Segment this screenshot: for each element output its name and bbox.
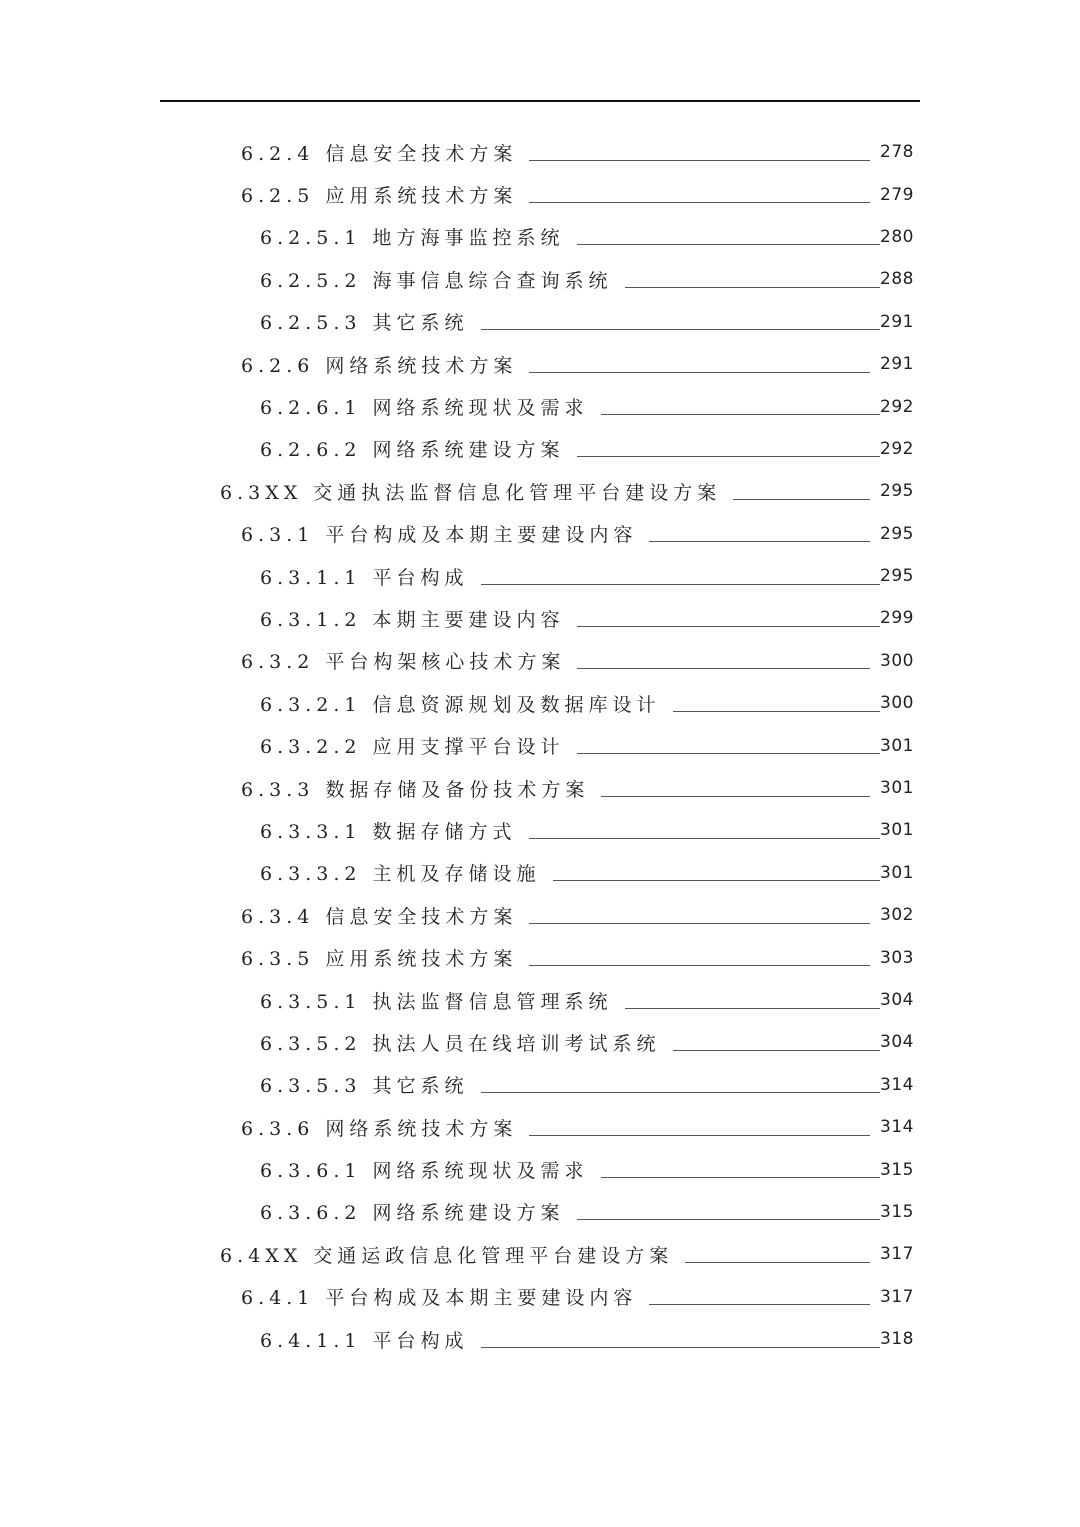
toc-page-number: 299 (880, 608, 914, 629)
toc-page-number: 302 (880, 905, 914, 926)
toc-entry-title: 6.3.1 平台构成及本期主要建设内容 (241, 524, 638, 547)
toc-entry-title: 6.3.2 平台构架核心技术方案 (241, 651, 566, 674)
toc-entry-title: 6.3.5 应用系统技术方案 (241, 948, 518, 971)
toc-entry-title: 6.3.3.1 数据存储方式 (260, 820, 517, 843)
toc-entry-title: 6.4XX 交通运政信息化管理平台建设方案 (220, 1244, 674, 1267)
toc-entry[interactable] (0, 767, 1080, 809)
toc-page-number: 314 (880, 1117, 914, 1138)
toc-page-number: 300 (880, 650, 914, 671)
toc-entry[interactable] (0, 216, 1080, 258)
toc-entry[interactable] (0, 470, 1080, 512)
toc-entry-title: 6.2.6.2 网络系统建设方案 (260, 439, 565, 462)
toc-entry-title: 6.3.1.1 平台构成 (260, 566, 469, 589)
toc-entry[interactable] (0, 385, 1080, 427)
toc-entry-title: 6.2.4 信息安全技术方案 (241, 142, 518, 165)
toc-page-number: 315 (880, 1201, 914, 1222)
toc-leader-line (529, 160, 870, 161)
toc-entry[interactable] (0, 894, 1080, 936)
toc-leader-line (649, 1304, 870, 1305)
toc-leader-line (685, 1262, 870, 1263)
toc-entry[interactable] (0, 173, 1080, 215)
toc-leader-line (481, 1092, 880, 1093)
toc-entry[interactable] (0, 1106, 1080, 1148)
toc-entry-title: 6.2.5.3 其它系统 (260, 312, 469, 335)
toc-entry[interactable] (0, 258, 1080, 300)
toc-page-number: 291 (880, 311, 914, 332)
toc-entry-title: 6.2.6 网络系统技术方案 (241, 354, 518, 377)
toc-page-number: 301 (880, 862, 914, 883)
toc-page-number: 295 (880, 481, 914, 502)
toc-entry-title: 6.3.1.2 本期主要建设内容 (260, 608, 565, 631)
toc-page-number: 314 (880, 1074, 914, 1095)
toc-page-number: 301 (880, 735, 914, 756)
toc-leader-line (733, 499, 870, 500)
toc-entry[interactable] (0, 428, 1080, 470)
toc-page-number: 318 (880, 1329, 914, 1350)
toc-page-number: 291 (880, 354, 914, 375)
toc-entry-title: 6.2.5.1 地方海事监控系统 (260, 227, 565, 250)
toc-page-number: 317 (880, 1244, 914, 1265)
toc-entry-title: 6.3.5.2 执法人员在线培训考试系统 (260, 1032, 661, 1055)
toc-leader-line (529, 202, 870, 203)
toc-leader-line (601, 796, 870, 797)
toc-entry[interactable] (0, 1021, 1080, 1063)
toc-page-number: 280 (880, 226, 914, 247)
toc-entry-title: 6.3.6 网络系统技术方案 (241, 1117, 518, 1140)
toc-entry-title: 6.3.6.1 网络系统现状及需求 (260, 1160, 589, 1183)
toc-entry-title: 6.3.2.2 应用支撑平台设计 (260, 736, 565, 759)
toc-entry[interactable] (0, 131, 1080, 173)
toc-entry-title: 6.3.3.2 主机及存储设施 (260, 863, 541, 886)
toc-page-number: 303 (880, 947, 914, 968)
toc-entry[interactable] (0, 301, 1080, 343)
toc-leader-line (529, 1135, 870, 1136)
toc-entry[interactable] (0, 979, 1080, 1021)
toc-entry[interactable] (0, 1064, 1080, 1106)
toc-page-number: 301 (880, 778, 914, 799)
toc-page-number: 279 (880, 184, 914, 205)
toc-page-number: 315 (880, 1159, 914, 1180)
toc-page-number: 288 (880, 269, 914, 290)
toc-entry-title: 6.3.5.1 执法监督信息管理系统 (260, 990, 613, 1013)
toc-leader-line (529, 838, 880, 839)
toc-leader-line (649, 541, 870, 542)
toc-entry-title: 6.3XX 交通执法监督信息化管理平台建设方案 (220, 481, 722, 504)
toc-page-number: 295 (880, 566, 914, 587)
toc-entry-title: 6.3.2.1 信息资源规划及数据库设计 (260, 693, 661, 716)
toc-leader-line (577, 244, 880, 245)
toc-leader-line (529, 372, 870, 373)
toc-page-number: 295 (880, 523, 914, 544)
toc-entry[interactable] (0, 640, 1080, 682)
toc-entry[interactable] (0, 343, 1080, 385)
toc-entry-title: 6.4.1.1 平台构成 (260, 1329, 469, 1352)
toc-leader-line (529, 923, 870, 924)
toc-leader-line (577, 753, 880, 754)
toc-entry[interactable] (0, 1276, 1080, 1318)
toc-page-number: 292 (880, 438, 914, 459)
toc-page-number: 278 (880, 142, 914, 163)
toc-entry-title: 6.2.5 应用系统技术方案 (241, 185, 518, 208)
toc-entry-title: 6.2.6.1 网络系统现状及需求 (260, 397, 589, 420)
toc-leader-line (601, 1177, 880, 1178)
toc-entry-title: 6.2.5.2 海事信息综合查询系统 (260, 269, 613, 292)
toc-leader-line (481, 1347, 880, 1348)
toc-entry-title: 6.3.6.2 网络系统建设方案 (260, 1202, 565, 1225)
toc-entry[interactable] (0, 1191, 1080, 1233)
toc-entry[interactable] (0, 597, 1080, 639)
toc-leader-line (481, 584, 880, 585)
table-of-contents (0, 131, 1080, 1360)
toc-entry[interactable] (0, 1318, 1080, 1360)
toc-entry[interactable] (0, 682, 1080, 724)
toc-leader-line (625, 1008, 880, 1009)
toc-entry-title: 6.3.5.3 其它系统 (260, 1075, 469, 1098)
toc-entry[interactable] (0, 555, 1080, 597)
toc-entry[interactable] (0, 513, 1080, 555)
toc-leader-line (481, 329, 880, 330)
toc-leader-line (577, 1219, 880, 1220)
toc-leader-line (577, 668, 870, 669)
header-rule (160, 100, 920, 102)
toc-leader-line (553, 880, 880, 881)
toc-leader-line (673, 1050, 880, 1051)
toc-page-number: 304 (880, 1032, 914, 1053)
toc-leader-line (577, 626, 880, 627)
toc-leader-line (625, 287, 880, 288)
toc-entry-title: 6.3.4 信息安全技术方案 (241, 905, 518, 928)
toc-page-number: 304 (880, 990, 914, 1010)
toc-entry[interactable] (0, 809, 1080, 851)
toc-page-number: 300 (880, 693, 914, 714)
toc-page-number: 301 (880, 820, 914, 841)
toc-leader-line (601, 414, 880, 415)
toc-leader-line (673, 711, 880, 712)
toc-page-number: 292 (880, 396, 914, 417)
toc-entry[interactable] (0, 852, 1080, 894)
toc-entry-title: 6.3.3 数据存储及备份技术方案 (241, 778, 590, 801)
toc-leader-line (577, 456, 880, 457)
toc-entry[interactable] (0, 724, 1080, 766)
toc-leader-line (529, 965, 870, 966)
toc-entry[interactable] (0, 1233, 1080, 1275)
toc-entry[interactable] (0, 936, 1080, 978)
toc-entry-title: 6.4.1 平台构成及本期主要建设内容 (241, 1287, 638, 1310)
toc-page-number: 317 (880, 1286, 914, 1307)
toc-entry[interactable] (0, 1148, 1080, 1190)
